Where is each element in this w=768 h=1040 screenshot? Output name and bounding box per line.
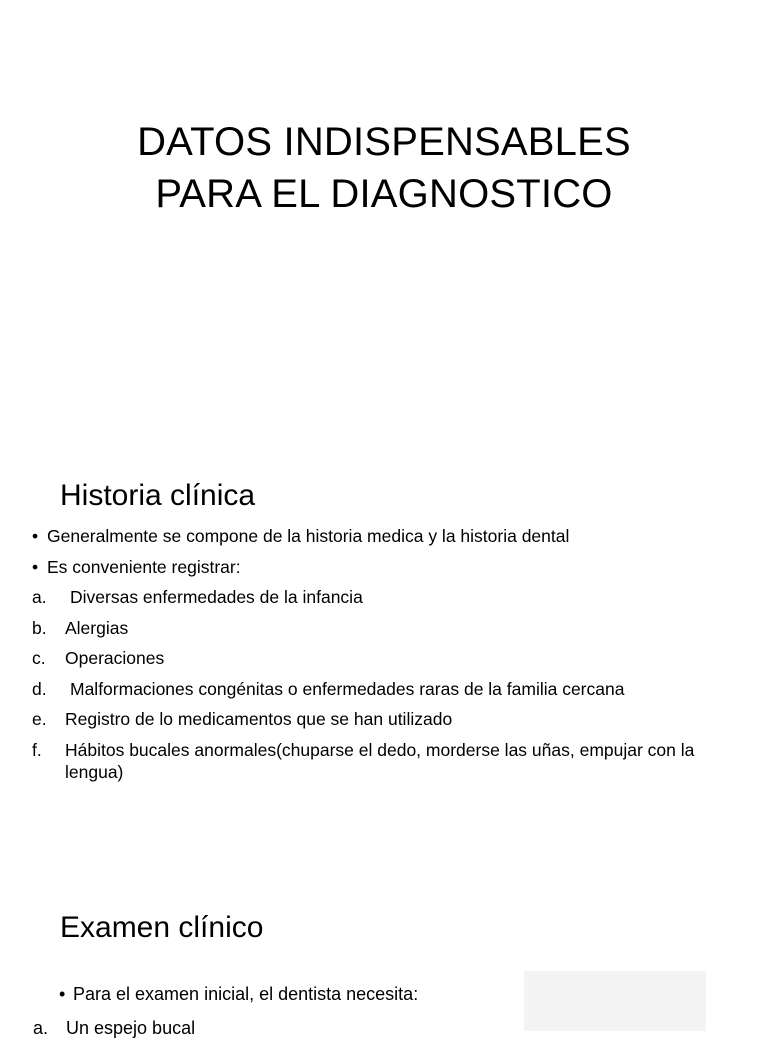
bullet-marker: • bbox=[32, 556, 39, 577]
slide-title-heading bbox=[0, 116, 768, 220]
section-heading: Historia clínica bbox=[60, 479, 256, 512]
list-item bbox=[32, 525, 732, 547]
list-item-text: Diversas enfermedades de la infancia bbox=[70, 587, 363, 607]
list-item-text: Registro de lo medicamentos que se han utilizado bbox=[65, 709, 453, 729]
section-heading: Examen clínico bbox=[60, 911, 264, 944]
content-list bbox=[33, 982, 479, 1038]
list-item bbox=[32, 708, 732, 730]
list-item bbox=[59, 982, 479, 1006]
list-marker: a. bbox=[32, 587, 47, 607]
slide-image bbox=[524, 971, 706, 1031]
title-line-1: DATOS INDISPENSABLES bbox=[137, 120, 631, 164]
list-item-text: Para el examen inicial, el dentista necesita: bbox=[73, 984, 419, 1004]
list-item bbox=[32, 739, 732, 783]
list-item-text: Un espejo bucal bbox=[66, 1018, 196, 1038]
list-item bbox=[33, 1016, 195, 1040]
list-marker: f. bbox=[32, 739, 42, 760]
list-item-text: Operaciones bbox=[65, 648, 165, 668]
list-item-text: Malformaciones congénitas o enfermedades raras de la familia cercana bbox=[70, 678, 625, 699]
list-marker: b. bbox=[32, 617, 47, 638]
list-item bbox=[32, 617, 732, 639]
list-marker: d. bbox=[32, 678, 47, 699]
list-marker: a. bbox=[33, 1018, 49, 1038]
list-item-text: Hábitos bucales anormales(chuparse el dedo, morderse las uñas, empujar con la lengua) bbox=[65, 739, 695, 782]
content-list bbox=[32, 525, 732, 791]
bullet-marker: • bbox=[59, 984, 66, 1004]
list-item bbox=[32, 678, 732, 700]
list-item-text: Generalmente se compone de la historia medica y la historia dental bbox=[47, 526, 570, 546]
slide-title bbox=[0, 0, 768, 432]
list-item-text: Alergias bbox=[65, 617, 129, 638]
slide-historia-clinica bbox=[0, 432, 768, 864]
bullet-marker: • bbox=[32, 526, 39, 546]
slide-examen-clinico bbox=[0, 864, 768, 1038]
list-item bbox=[32, 586, 732, 608]
title-line-2: PARA EL DIAGNOSTICO bbox=[155, 172, 613, 216]
list-marker: c. bbox=[32, 648, 46, 668]
list-item bbox=[32, 556, 732, 578]
list-item bbox=[32, 647, 732, 669]
list-marker: e. bbox=[32, 709, 47, 729]
list-item-text: Es conveniente registrar: bbox=[47, 556, 241, 577]
